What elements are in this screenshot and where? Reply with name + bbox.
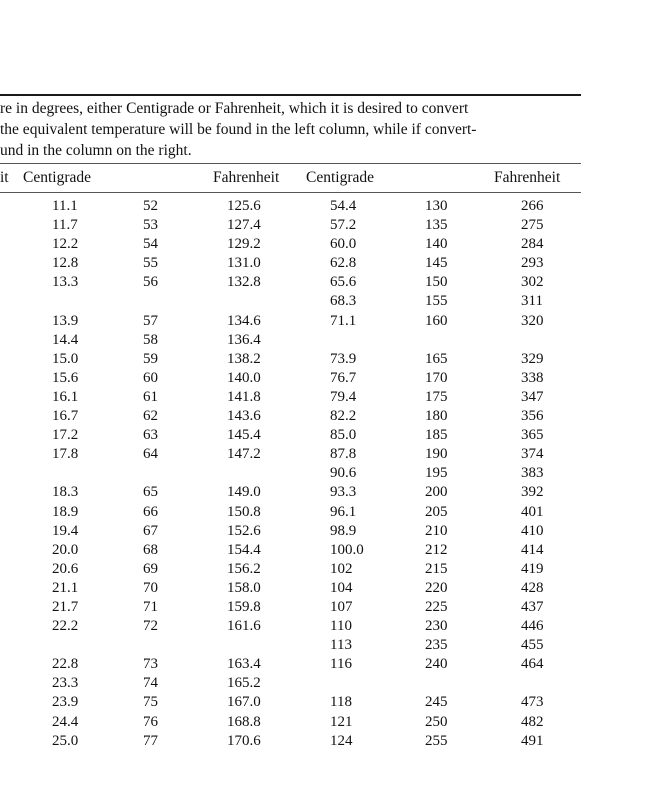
cell-degrees-1: 75: [143, 694, 158, 711]
cell-degrees-2: 190: [425, 446, 448, 463]
table-row: [0, 580, 600, 599]
header-fahrenheit-3: Fahrenheit: [494, 169, 561, 186]
cell-fahrenheit-2: 401: [521, 503, 544, 520]
cell-centigrade-1: 23.9: [52, 694, 79, 711]
cell-degrees-1: 74: [143, 675, 158, 692]
cell-centigrade-2: 60.0: [330, 236, 357, 253]
cell-degrees-1: 53: [143, 217, 158, 234]
table-row: [0, 408, 600, 427]
table-row: [0, 675, 600, 694]
cell-degrees-1: 61: [143, 388, 158, 405]
cell-fahrenheit-2: 284: [521, 236, 544, 253]
cell-degrees-2: 165: [425, 350, 448, 367]
cell-fahrenheit-1: 159.8: [227, 598, 261, 615]
cell-fahrenheit-1: 152.6: [227, 522, 261, 539]
cell-centigrade-1: 13.3: [52, 274, 79, 291]
table-row: [0, 694, 600, 713]
table-row: [0, 236, 600, 255]
cell-degrees-1: 64: [143, 446, 158, 463]
header-fahrenheit-2: Fahrenheit: [213, 169, 280, 186]
cell-centigrade-2: 98.9: [330, 522, 357, 539]
cell-degrees-2: 230: [425, 618, 448, 635]
cell-degrees-1: 55: [143, 255, 158, 272]
cell-fahrenheit-1: 129.2: [227, 236, 261, 253]
cell-degrees-1: 76: [143, 713, 158, 730]
cell-degrees-1: 62: [143, 408, 158, 425]
cell-degrees-1: 71: [143, 598, 158, 615]
table-row: [0, 217, 600, 236]
cell-degrees-1: 59: [143, 350, 158, 367]
cell-fahrenheit-2: 414: [521, 541, 544, 558]
cell-fahrenheit-2: 293: [521, 255, 544, 272]
table-row: [0, 198, 600, 217]
cell-centigrade-1: 25.0: [52, 732, 79, 749]
cell-degrees-1: 60: [143, 369, 158, 386]
cell-centigrade-1: 14.4: [52, 331, 79, 348]
cell-fahrenheit-1: 167.0: [227, 694, 261, 711]
cell-degrees-2: 195: [425, 465, 448, 482]
cell-fahrenheit-2: 383: [521, 465, 544, 482]
cell-degrees-2: 135: [425, 217, 448, 234]
cell-centigrade-1: 21.1: [52, 579, 79, 596]
table-row: [0, 255, 600, 274]
cell-fahrenheit-2: 374: [521, 446, 544, 463]
cell-centigrade-1: 22.2: [52, 618, 79, 635]
cell-degrees-2: 130: [425, 198, 448, 214]
cell-centigrade-1: 15.6: [52, 369, 79, 386]
cell-centigrade-2: 116: [330, 656, 352, 673]
table-row: [0, 484, 600, 503]
table-row: [0, 542, 600, 561]
cell-fahrenheit-1: 168.8: [227, 713, 261, 730]
cell-degrees-2: 255: [425, 732, 448, 749]
cell-fahrenheit-2: 392: [521, 484, 544, 501]
cell-degrees-2: 250: [425, 713, 448, 730]
cell-centigrade-1: 12.2: [52, 236, 79, 253]
cell-centigrade-2: 68.3: [330, 293, 357, 310]
cell-degrees-2: 210: [425, 522, 448, 539]
cell-degrees-1: 73: [143, 656, 158, 673]
cell-centigrade-2: 65.6: [330, 274, 357, 291]
cell-fahrenheit-1: 165.2: [227, 675, 261, 692]
cell-centigrade-2: 79.4: [330, 388, 357, 405]
cell-fahrenheit-1: 158.0: [227, 579, 261, 596]
header-centigrade-1: Centigrade: [23, 169, 92, 186]
header-fahrenheit-partial: it: [0, 169, 9, 186]
cell-degrees-1: 66: [143, 503, 158, 520]
intro-line: the equivalent temperature will be found in the left column, while if convert-: [0, 121, 477, 138]
cell-fahrenheit-1: 138.2: [227, 350, 261, 367]
cell-fahrenheit-2: 482: [521, 713, 544, 730]
cell-fahrenheit-1: 149.0: [227, 484, 261, 501]
top-rule: [0, 94, 581, 96]
cell-centigrade-1: 16.7: [52, 408, 79, 425]
table-row: [0, 293, 600, 312]
cell-fahrenheit-1: 132.8: [227, 274, 261, 291]
cell-fahrenheit-2: 356: [521, 408, 544, 425]
intro-paragraph: [0, 98, 600, 161]
cell-fahrenheit-1: 170.6: [227, 732, 261, 749]
cell-centigrade-1: 19.4: [52, 522, 79, 539]
cell-centigrade-1: 15.0: [52, 350, 79, 367]
cell-centigrade-2: 100.0: [330, 541, 364, 558]
cell-degrees-2: 180: [425, 408, 448, 425]
table-row: [0, 427, 600, 446]
cell-fahrenheit-2: 419: [521, 560, 544, 577]
cell-fahrenheit-2: 365: [521, 427, 544, 444]
cell-degrees-1: 68: [143, 541, 158, 558]
cell-centigrade-2: 124: [330, 732, 353, 749]
cell-fahrenheit-1: 131.0: [227, 255, 261, 272]
cell-centigrade-2: 62.8: [330, 255, 357, 272]
cell-centigrade-1: 18.3: [52, 484, 79, 501]
cell-centigrade-1: 20.0: [52, 541, 79, 558]
table-row: [0, 465, 600, 484]
cell-centigrade-2: 93.3: [330, 484, 357, 501]
cell-fahrenheit-2: 473: [521, 694, 544, 711]
cell-degrees-1: 69: [143, 560, 158, 577]
cell-centigrade-2: 73.9: [330, 350, 357, 367]
cell-degrees-2: 240: [425, 656, 448, 673]
cell-degrees-1: 56: [143, 274, 158, 291]
cell-fahrenheit-2: 338: [521, 369, 544, 386]
table-row: [0, 332, 600, 351]
cell-degrees-1: 72: [143, 618, 158, 635]
cell-degrees-1: 63: [143, 427, 158, 444]
cell-centigrade-1: 23.3: [52, 675, 79, 692]
cell-fahrenheit-1: 145.4: [227, 427, 261, 444]
cell-centigrade-2: 87.8: [330, 446, 357, 463]
cell-degrees-2: 212: [425, 541, 448, 558]
table-row: [0, 618, 600, 637]
intro-line: und in the column on the right.: [0, 142, 192, 159]
cell-centigrade-1: 18.9: [52, 503, 79, 520]
cell-centigrade-2: 76.7: [330, 369, 357, 386]
table-row: [0, 733, 600, 752]
cell-fahrenheit-2: 455: [521, 637, 544, 654]
cell-degrees-1: 67: [143, 522, 158, 539]
cell-fahrenheit-2: 446: [521, 618, 544, 635]
cell-centigrade-1: 17.2: [52, 427, 79, 444]
cell-centigrade-1: 11.7: [52, 217, 78, 234]
cell-degrees-2: 160: [425, 312, 448, 329]
cell-degrees-2: 140: [425, 236, 448, 253]
cell-fahrenheit-1: 156.2: [227, 560, 261, 577]
cell-degrees-2: 150: [425, 274, 448, 291]
cell-fahrenheit-2: 302: [521, 274, 544, 291]
table-row: [0, 504, 600, 523]
table-row: [0, 656, 600, 675]
cell-centigrade-1: 12.8: [52, 255, 79, 272]
table-row: [0, 274, 600, 293]
cell-fahrenheit-2: 275: [521, 217, 544, 234]
cell-fahrenheit-1: 134.6: [227, 312, 261, 329]
cell-centigrade-2: 82.2: [330, 408, 357, 425]
cell-fahrenheit-1: 154.4: [227, 541, 261, 558]
cell-degrees-1: 65: [143, 484, 158, 501]
cell-fahrenheit-2: 437: [521, 598, 544, 615]
cell-centigrade-2: 96.1: [330, 503, 357, 520]
cell-centigrade-1: 16.1: [52, 388, 79, 405]
cell-degrees-2: 220: [425, 579, 448, 596]
cell-centigrade-2: 121: [330, 713, 353, 730]
cell-centigrade-2: 107: [330, 598, 353, 615]
cell-centigrade-1: 11.1: [52, 198, 78, 214]
cell-degrees-2: 235: [425, 637, 448, 654]
cell-degrees-2: 205: [425, 503, 448, 520]
cell-degrees-2: 185: [425, 427, 448, 444]
cell-centigrade-1: 13.9: [52, 312, 79, 329]
cell-degrees-2: 155: [425, 293, 448, 310]
cell-fahrenheit-2: 329: [521, 350, 544, 367]
cell-fahrenheit-2: 266: [521, 198, 544, 214]
cell-fahrenheit-1: 125.6: [227, 198, 261, 214]
cell-centigrade-2: 104: [330, 579, 353, 596]
cell-degrees-1: 57: [143, 312, 158, 329]
table-row: [0, 714, 600, 733]
cell-fahrenheit-2: 320: [521, 312, 544, 329]
cell-centigrade-2: 113: [330, 637, 352, 654]
cell-centigrade-2: 110: [330, 618, 352, 635]
cell-fahrenheit-2: 410: [521, 522, 544, 539]
cell-degrees-2: 225: [425, 598, 448, 615]
cell-centigrade-2: 90.6: [330, 465, 357, 482]
table-row: [0, 446, 600, 465]
table-row: [0, 351, 600, 370]
cell-degrees-1: 54: [143, 236, 158, 253]
cell-degrees-1: 70: [143, 579, 158, 596]
cell-centigrade-2: 102: [330, 560, 353, 577]
cell-degrees-2: 200: [425, 484, 448, 501]
cell-fahrenheit-1: 141.8: [227, 388, 261, 405]
cell-degrees-1: 77: [143, 732, 158, 749]
header-top-rule: [0, 163, 581, 164]
cell-fahrenheit-1: 147.2: [227, 446, 261, 463]
cell-centigrade-2: 85.0: [330, 427, 357, 444]
table-row: [0, 561, 600, 580]
cell-centigrade-1: 17.8: [52, 446, 79, 463]
cell-degrees-2: 145: [425, 255, 448, 272]
cell-degrees-2: 245: [425, 694, 448, 711]
cell-fahrenheit-2: 347: [521, 388, 544, 405]
cell-degrees-2: 170: [425, 369, 448, 386]
header-bottom-rule: [0, 192, 581, 193]
conversion-table-body: [0, 198, 600, 752]
cell-fahrenheit-1: 127.4: [227, 217, 261, 234]
cell-centigrade-1: 24.4: [52, 713, 79, 730]
cell-degrees-2: 215: [425, 560, 448, 577]
cell-centigrade-2: 57.2: [330, 217, 357, 234]
cell-fahrenheit-2: 311: [521, 293, 543, 310]
cell-degrees-2: 175: [425, 388, 448, 405]
cell-degrees-1: 52: [143, 198, 158, 214]
cell-fahrenheit-2: 464: [521, 656, 544, 673]
cell-fahrenheit-1: 150.8: [227, 503, 261, 520]
cell-fahrenheit-1: 140.0: [227, 369, 261, 386]
table-row: [0, 313, 600, 332]
cell-fahrenheit-1: 143.6: [227, 408, 261, 425]
cell-fahrenheit-1: 161.6: [227, 618, 261, 635]
header-centigrade-2: Centigrade: [306, 169, 375, 186]
cell-fahrenheit-2: 428: [521, 579, 544, 596]
table-row: [0, 637, 600, 656]
cell-fahrenheit-1: 163.4: [227, 656, 261, 673]
table-row: [0, 370, 600, 389]
cell-centigrade-1: 21.7: [52, 598, 79, 615]
cell-centigrade-1: 22.8: [52, 656, 79, 673]
cell-fahrenheit-1: 136.4: [227, 331, 261, 348]
cell-centigrade-2: 71.1: [330, 312, 357, 329]
cell-fahrenheit-2: 491: [521, 732, 544, 749]
cell-centigrade-1: 20.6: [52, 560, 79, 577]
table-row: [0, 599, 600, 618]
table-row: [0, 523, 600, 542]
cell-centigrade-2: 118: [330, 694, 352, 711]
cell-degrees-1: 58: [143, 331, 158, 348]
intro-line: re in degrees, either Centigrade or Fahrenheit, which it is desired to convert: [0, 100, 469, 117]
cell-centigrade-2: 54.4: [330, 198, 357, 214]
table-row: [0, 389, 600, 408]
